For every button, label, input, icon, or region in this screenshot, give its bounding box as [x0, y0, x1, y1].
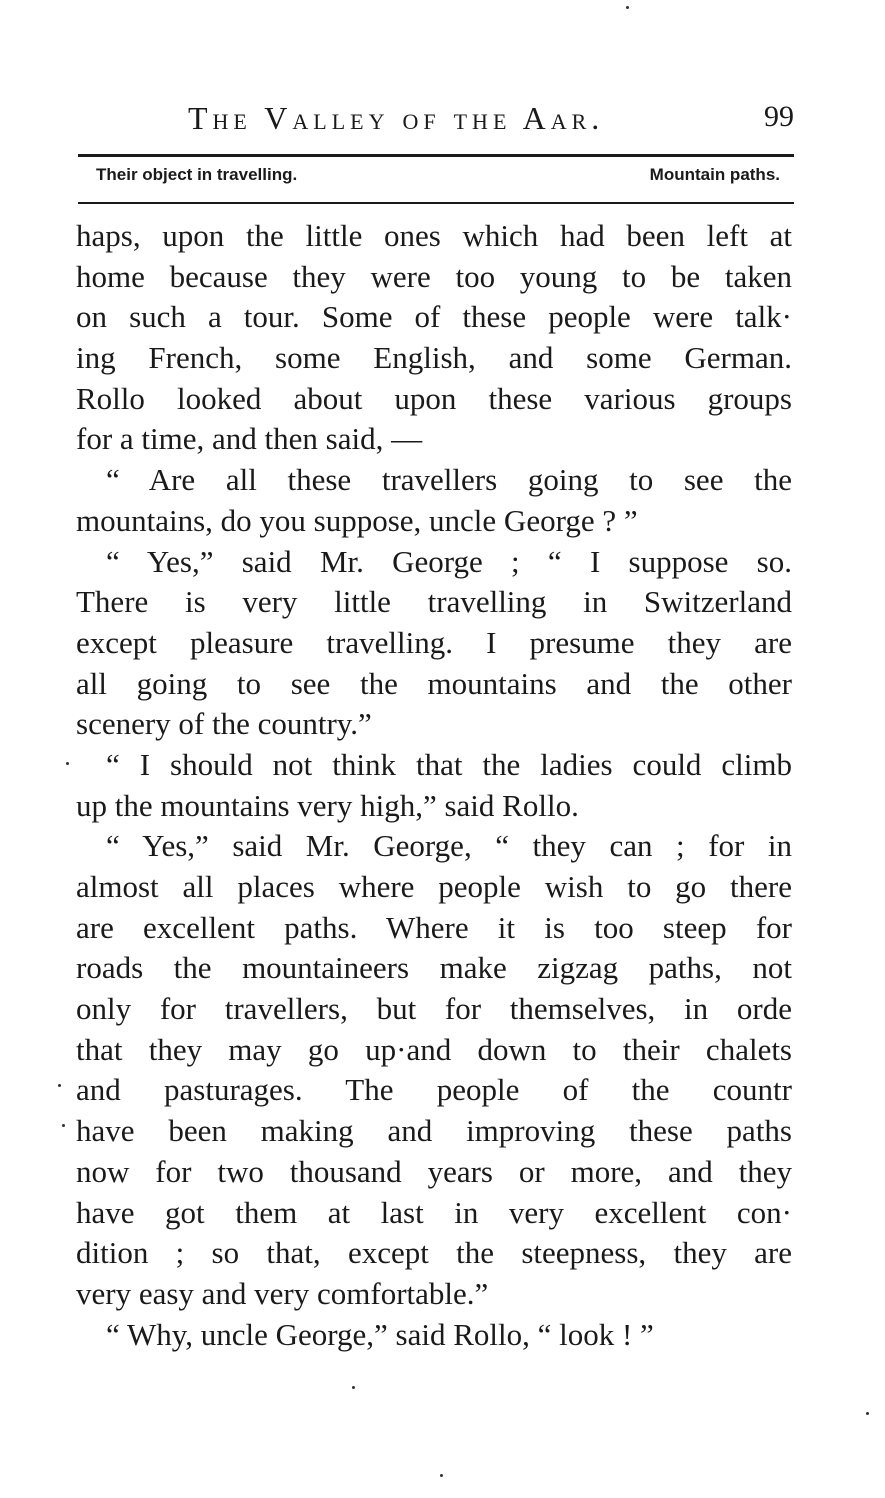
text-line: all going to see the mountains and the other	[76, 665, 792, 701]
text-line: dition ; so that, except the steepness, they are	[76, 1235, 792, 1271]
print-speck	[62, 1124, 65, 1127]
text-line: now for two thousand years or more, and they	[76, 1153, 792, 1189]
text-line: have been making and improving these paths	[76, 1113, 792, 1149]
text-line: almost all places where people wish to go there	[76, 869, 792, 904]
header-rule-bottom	[78, 202, 794, 204]
body-text	[76, 216, 792, 1355]
text-line: “ Yes,” said Mr. George ; “ I suppose so.	[106, 543, 792, 579]
print-speck	[58, 1084, 61, 1087]
text-line: up the mountains very high,” said Rollo.	[76, 787, 579, 823]
print-speck	[866, 1412, 869, 1415]
text-line: Rollo looked about upon these various groups	[76, 380, 792, 416]
text-line: scenery of the country.”	[76, 706, 372, 742]
running-head	[78, 96, 794, 142]
print-speck	[352, 1386, 355, 1389]
print-speck	[66, 762, 69, 765]
text-line: for a time, and then said, —	[76, 421, 423, 457]
text-line: only for travellers, but for themselves, in orde	[76, 991, 792, 1027]
text-line: except pleasure travelling. I presume they are	[76, 624, 792, 660]
text-line: very easy and very comfortable.”	[76, 1275, 489, 1311]
text-line: are excellent paths. Where it is too steep for	[76, 909, 792, 945]
text-line: and pasturages. The people of the countr	[76, 1072, 792, 1108]
text-line: “ Why, uncle George,” said Rollo, “ look ! ”	[106, 1316, 654, 1352]
text-line: ing French, some English, and some German.	[76, 340, 792, 376]
side-headings	[96, 165, 780, 193]
print-speck	[440, 1474, 443, 1477]
text-line: roads the mountaineers make zigzag paths, not	[76, 950, 792, 986]
side-heading-left: Their object in travelling.	[96, 165, 298, 184]
text-line: home because they were too young to be taken	[76, 258, 792, 294]
side-heading-right: Mountain paths.	[649, 165, 780, 184]
text-line: There is very little travelling in Switzerland	[76, 584, 792, 620]
text-line: “ Yes,” said Mr. George, “ they can ; for in	[106, 828, 792, 864]
header-rule-top	[78, 154, 794, 157]
text-line: that they may go up·and down to their chalets	[76, 1031, 792, 1067]
text-line: haps, upon the little ones which had been left at	[76, 218, 792, 253]
text-line: “ I should not think that the ladies could climb	[106, 746, 792, 782]
text-line: mountains, do you suppose, uncle George ? ”	[76, 502, 638, 538]
running-title: The Valley of the Aar.	[188, 100, 605, 136]
print-speck	[626, 6, 629, 9]
text-line: on such a tour. Some of these people were talk·	[76, 299, 792, 335]
text-line: “ Are all these travellers going to see the	[106, 462, 792, 498]
page-number: 99	[764, 100, 794, 133]
text-line: have got them at last in very excellent con·	[76, 1194, 792, 1230]
